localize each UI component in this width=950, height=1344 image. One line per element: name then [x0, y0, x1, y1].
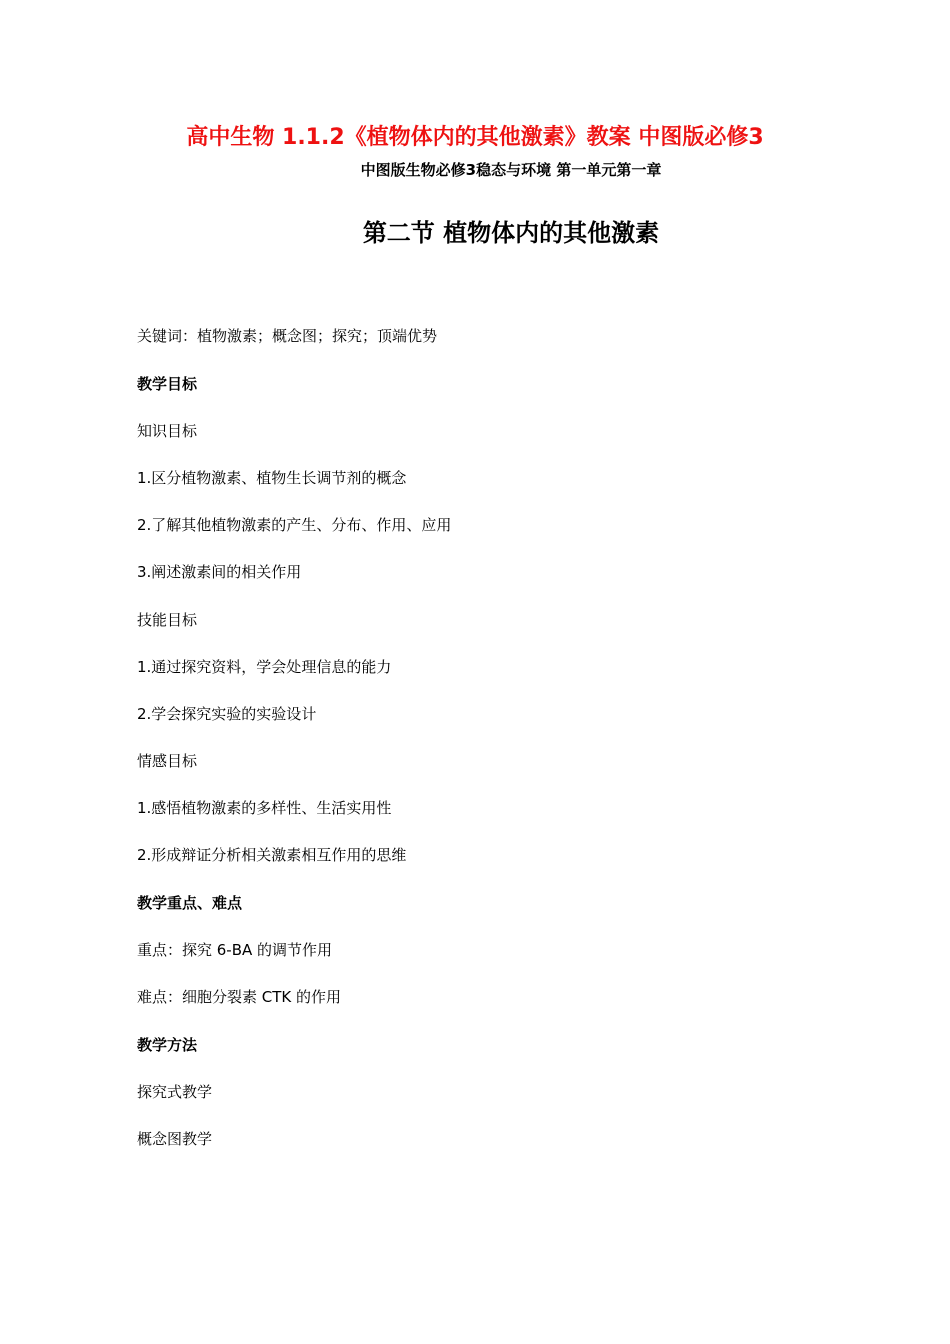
skill-goal-item: 1.通过探究资料，学会处理信息的能力 [137, 658, 392, 676]
emotion-goal-item: 2.形成辩证分析相关激素相互作用的思维 [137, 846, 407, 864]
knowledge-goal-item: 1.区分植物激素、植物生长调节剂的概念 [137, 469, 407, 487]
key-points-heading: 教学重点、难点 [137, 894, 243, 912]
keywords-line: 关键词：植物激素；概念图；探究；顶端优势 [137, 327, 438, 345]
section-heading: 第二节 植物体内的其他激素 [362, 219, 660, 247]
emotion-goals-heading: 情感目标 [137, 752, 198, 770]
knowledge-goals-heading: 知识目标 [137, 422, 198, 440]
method-item: 探究式教学 [137, 1083, 213, 1101]
emotion-goal-item: 1.感悟植物激素的多样性、生活实用性 [137, 799, 392, 817]
document-title: 高中生物 1.1.2《植物体内的其他激素》教案 中图版必修3 [186, 125, 764, 150]
teaching-goals-heading: 教学目标 [137, 375, 198, 393]
method-item: 概念图教学 [137, 1130, 213, 1148]
skill-goal-item: 2.学会探究实验的实验设计 [137, 705, 317, 723]
key-point-line: 重点：探究 6-BA 的调节作用 [137, 941, 333, 959]
document-subtitle: 中图版生物必修3稳态与环境 第一单元第一章 [360, 161, 662, 179]
knowledge-goal-item: 2.了解其他植物激素的产生、分布、作用、应用 [137, 516, 452, 534]
methods-heading: 教学方法 [137, 1036, 198, 1054]
skill-goals-heading: 技能目标 [137, 611, 198, 629]
knowledge-goal-item: 3.阐述激素间的相关作用 [137, 563, 302, 581]
difficult-point-line: 难点：细胞分裂素 CTK 的作用 [137, 988, 342, 1006]
